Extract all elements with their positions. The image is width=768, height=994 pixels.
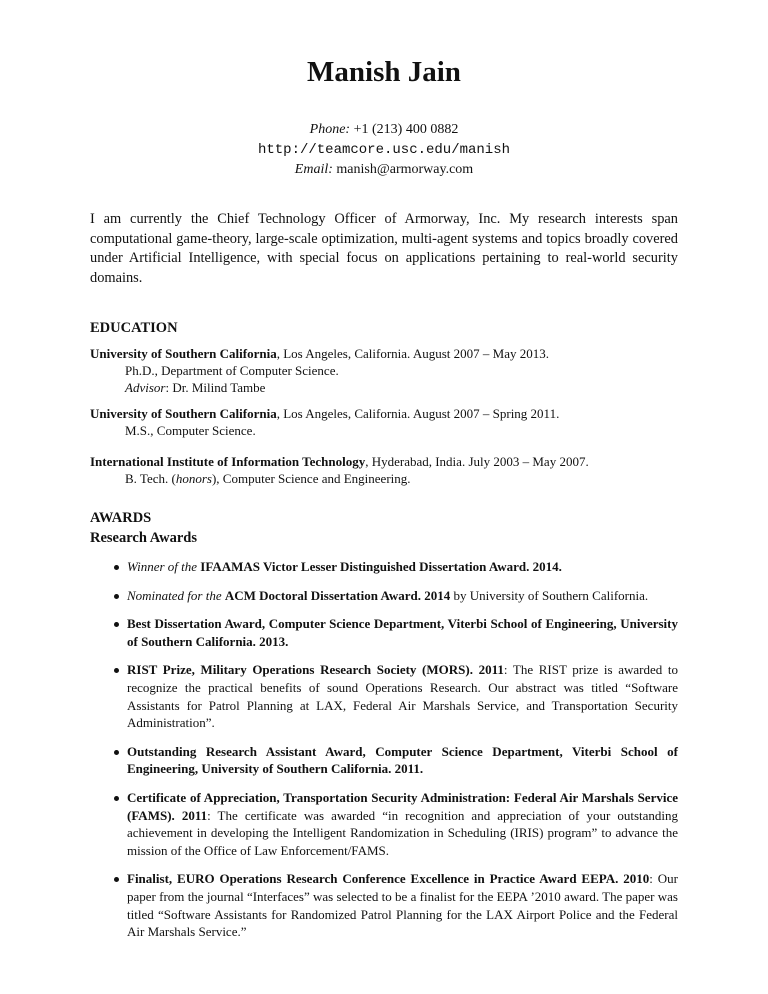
- awards-heading: AWARDS: [90, 510, 152, 526]
- education-entry-heading: [90, 345, 678, 362]
- awards-list: [90, 558, 678, 941]
- award-item: [90, 870, 678, 940]
- award-description: by University of Southern California.: [450, 587, 649, 603]
- award-description: : The certificate was awarded “in recognition and appreciation of your outstanding achievement in developing the Intelligent Randomization in Scheduling (IRIS) program” to advance the mission of the Office of Law Enforcement/FAMS.: [127, 807, 678, 858]
- bullet-icon: [114, 622, 119, 627]
- institution-details: , Los Angeles, California. August 2007 – May 2013.: [276, 346, 549, 361]
- award-intro: Winner of the: [127, 559, 201, 574]
- award-title: RIST Prize, Military Operations Research Society (MORS). 2011: [127, 662, 504, 678]
- education-entry: [90, 405, 678, 439]
- advisor-label: Advisor: [125, 380, 166, 395]
- email-line: [90, 160, 678, 180]
- bullet-icon: [114, 796, 119, 801]
- degree-line: M.S., Computer Science.: [125, 423, 256, 438]
- award-title: Best Dissertation Award, Computer Science Department, Viterbi School of Engineering, University of Southern California. 2013.: [127, 616, 678, 649]
- degree-prefix: B. Tech. (: [125, 471, 176, 486]
- award-title: Outstanding Research Assistant Award, Computer Science Department, Viterbi School of Engineering, University of Southern California. 2011.: [127, 743, 678, 777]
- award-description: : The RIST prize is awarded to recognize the practical benefits of sound Operations Research. Our abstract was titled “Software Assistants for Patrol Planning at LAX, Federal Air Marshals Service, and Transportation Security Administration”.: [127, 662, 678, 731]
- phone-line: [90, 120, 678, 140]
- institution-details: , Hyderabad, India. July 2003 – May 2007.: [365, 454, 589, 469]
- institution-name: International Institute of Information Technology: [90, 454, 366, 469]
- award-item: [90, 661, 678, 731]
- award-item: [90, 558, 678, 576]
- degree-line: Ph.D., Department of Computer Science.: [125, 363, 339, 378]
- award-item: [90, 789, 678, 859]
- degree-honors: honors: [175, 471, 212, 486]
- education-entry-heading: [90, 453, 678, 470]
- bullet-icon: [114, 565, 119, 570]
- award-item: [90, 615, 678, 650]
- education-entry: [90, 453, 678, 487]
- institution-name: University of Southern California: [90, 346, 277, 361]
- phone-number: +1 (213) 400 0882: [353, 122, 459, 137]
- bullet-icon: [114, 877, 119, 882]
- education-entry: [90, 345, 678, 396]
- award-item: [90, 587, 678, 605]
- phone-label: Phone:: [309, 122, 351, 137]
- advisor-name: : Dr. Milind Tambe: [165, 380, 266, 395]
- bullet-icon: [114, 750, 119, 755]
- award-description: : Our paper from the journal “Interfaces” was selected to be a finalist for the EEPA ’2010 award. The paper was titled “Software Assistants for Randomized Patrol Planning for the LAX Airport Police and the Federal Air Marshals Service.”: [127, 871, 678, 940]
- resume-name: Manish Jain: [307, 56, 461, 88]
- award-title: Finalist, EURO Operations Research Conference Excellence in Practice Award EEPA. 2010: [127, 871, 650, 887]
- award-intro: Nominated for the: [127, 587, 225, 603]
- institution-name: University of Southern California: [90, 406, 277, 421]
- intro-paragraph: I am currently the Chief Technology Officer of Armorway, Inc. My research interests span computational game-theory, large-scale optimization, multi-agent systems and topics broadly covered under Artificial Intelligence, with special focus on applications pertaining to real-world security domains.: [90, 211, 678, 286]
- education-entry-heading: [90, 405, 678, 422]
- bullet-icon: [114, 594, 119, 599]
- education-heading: EDUCATION: [90, 320, 178, 336]
- homepage-link[interactable]: http://teamcore.usc.edu/manish: [257, 142, 511, 158]
- email-label: Email:: [294, 162, 333, 177]
- degree-line: [90, 470, 678, 487]
- award-title: Certificate of Appreciation, Transportation Security Administration: Federal Air Marshals Service (FAMS). 2011: [127, 789, 678, 823]
- bullet-icon: [114, 668, 119, 673]
- email-link[interactable]: manish@armorway.com: [336, 162, 474, 177]
- advisor-line: [90, 379, 678, 396]
- award-title: IFAAMAS Victor Lesser Distinguished Dissertation Award. 2014.: [200, 559, 562, 574]
- award-item: [90, 743, 678, 778]
- contact-block: [90, 120, 678, 180]
- research-awards-heading: Research Awards: [90, 530, 197, 546]
- institution-details: , Los Angeles, California. August 2007 – Spring 2011.: [276, 406, 560, 421]
- degree-suffix: ), Computer Science and Engineering.: [211, 471, 411, 486]
- award-title: ACM Doctoral Dissertation Award. 2014: [224, 587, 451, 603]
